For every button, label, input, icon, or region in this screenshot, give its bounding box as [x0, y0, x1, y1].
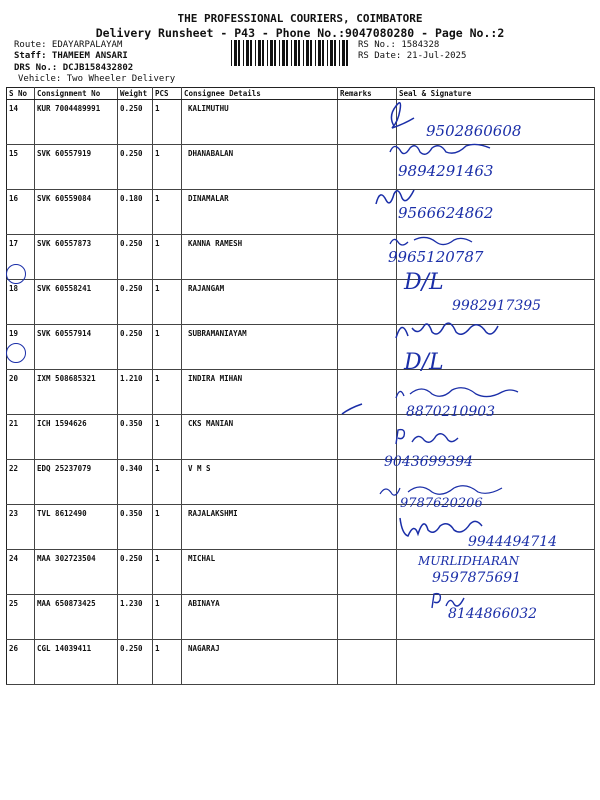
cell-consignee: DINAMALAR	[182, 190, 338, 235]
cell-consignment: SVK 60558241	[35, 280, 118, 325]
cell-consignment: IXM 508685321	[35, 370, 118, 415]
cell-sno: 23	[7, 505, 35, 550]
cell-consignee: KALIMUTHU	[182, 100, 338, 145]
cell-weight: 0.250	[118, 280, 153, 325]
cell-signature	[397, 640, 595, 685]
handwritten-name: MURLIDHARAN	[418, 554, 520, 568]
cell-consignee: ABINAYA	[182, 595, 338, 640]
cell-remarks	[338, 415, 397, 460]
cell-pcs: 1	[153, 640, 182, 685]
cell-remarks	[338, 505, 397, 550]
handwritten-phone: 9894291463	[398, 162, 494, 180]
cell-sno: 17	[7, 235, 35, 280]
cell-consignment: CGL 14039411	[35, 640, 118, 685]
cell-pcs: 1	[153, 235, 182, 280]
cell-remarks	[338, 550, 397, 595]
cell-pcs: 1	[153, 370, 182, 415]
cell-consignee: DHANABALAN	[182, 145, 338, 190]
cell-weight: 0.250	[118, 100, 153, 145]
handwritten-phone: 9982917395	[452, 298, 542, 314]
col-remarks: Remarks	[338, 88, 397, 100]
table-row	[7, 235, 595, 280]
staff-label: Staff: THAMEEM ANSARI	[14, 51, 128, 61]
cell-weight: 0.250	[118, 145, 153, 190]
col-pcs: PCS	[153, 88, 182, 100]
cell-sno: 14	[7, 100, 35, 145]
cell-consignment: TVL 8612490	[35, 505, 118, 550]
cell-pcs: 1	[153, 280, 182, 325]
handwritten-phone: 9597875691	[432, 570, 522, 586]
cell-pcs: 1	[153, 100, 182, 145]
cell-consignment: SVK 60557919	[35, 145, 118, 190]
handwritten-phone: 9787620206	[400, 496, 483, 511]
company-title: THE PROFESSIONAL COURIERS, COIMBATORE	[177, 12, 423, 25]
cell-weight: 1.230	[118, 595, 153, 640]
col-weight: Weight	[118, 88, 153, 100]
cell-weight: 0.250	[118, 550, 153, 595]
cell-consignment: SVK 60559084	[35, 190, 118, 235]
table-row	[7, 460, 595, 505]
signature-scribble-icon	[386, 138, 496, 162]
cell-pcs: 1	[153, 505, 182, 550]
cell-pcs: 1	[153, 145, 182, 190]
signature-scribble-icon	[392, 380, 522, 404]
cell-consignment: SVK 60557873	[35, 235, 118, 280]
table-row	[7, 190, 595, 235]
cell-sno: 21	[7, 415, 35, 460]
cell-consignee: KANNA RAMESH	[182, 235, 338, 280]
cell-weight: 0.180	[118, 190, 153, 235]
cell-weight: 0.250	[118, 640, 153, 685]
cell-pcs: 1	[153, 415, 182, 460]
check-mark-icon	[340, 402, 364, 416]
circle-mark-icon	[6, 264, 26, 284]
cell-remarks	[338, 280, 397, 325]
col-sno: S No	[7, 88, 35, 100]
cell-consignment: SVK 60557914	[35, 325, 118, 370]
handwritten-mark: D/L	[404, 350, 444, 375]
cell-pcs: 1	[153, 550, 182, 595]
cell-consignee: SUBRAMANIAYAM	[182, 325, 338, 370]
cell-consignee: RAJANGAM	[182, 280, 338, 325]
cell-weight: 0.340	[118, 460, 153, 505]
circle-mark-icon	[6, 343, 26, 363]
cell-pcs: 1	[153, 460, 182, 505]
cell-consignee: INDIRA MIHAN	[182, 370, 338, 415]
cell-weight: 1.210	[118, 370, 153, 415]
table-row	[7, 325, 595, 370]
handwritten-phone: 9965120787	[388, 248, 484, 266]
signature-scribble-icon	[384, 96, 424, 132]
cell-sno: 16	[7, 190, 35, 235]
cell-remarks	[338, 640, 397, 685]
cell-consignment: MAA 302723504	[35, 550, 118, 595]
cell-sno: 26	[7, 640, 35, 685]
handwritten-phone: 9043699394	[384, 454, 474, 470]
cell-pcs: 1	[153, 190, 182, 235]
barcode-icon	[230, 40, 350, 66]
handwritten-phone: 9944494714	[468, 534, 558, 550]
cell-sno: 18	[7, 280, 35, 325]
cell-pcs: 1	[153, 595, 182, 640]
cell-consignee: MICHAL	[182, 550, 338, 595]
handwritten-phone: 9502860608	[426, 122, 522, 140]
table-row	[7, 640, 595, 685]
cell-weight: 0.350	[118, 505, 153, 550]
runsheet-subtitle: Delivery Runsheet - P43 - Phone No.:9047080280 - Page No.:2	[95, 26, 505, 40]
cell-pcs: 1	[153, 325, 182, 370]
cell-weight: 0.250	[118, 325, 153, 370]
cell-sno: 25	[7, 595, 35, 640]
cell-sno: 22	[7, 460, 35, 505]
cell-sno: 24	[7, 550, 35, 595]
cell-remarks	[338, 325, 397, 370]
signature-scribble-icon	[392, 426, 462, 448]
cell-remarks	[338, 595, 397, 640]
rs-date: RS Date: 21-Jul-2025	[358, 51, 467, 61]
table-header-row	[7, 88, 595, 100]
cell-sno: 15	[7, 145, 35, 190]
cell-consignment: EDQ 25237079	[35, 460, 118, 505]
cell-consignee: NAGARAJ	[182, 640, 338, 685]
cell-consignee: V M S	[182, 460, 338, 505]
handwritten-phone: 9566624862	[398, 204, 494, 222]
rs-number: RS No.: 1584328	[358, 40, 440, 50]
table-row	[7, 415, 595, 460]
col-signature: Seal & Signature	[397, 88, 595, 100]
cell-sno: 20	[7, 370, 35, 415]
handwritten-mark: D/L	[404, 270, 444, 295]
signature-scribble-icon	[392, 314, 502, 344]
cell-consignment: KUR 7004489991	[35, 100, 118, 145]
cell-weight: 0.250	[118, 235, 153, 280]
cell-consignee: RAJALAKSHMI	[182, 505, 338, 550]
cell-consignee: CKS MANIAN	[182, 415, 338, 460]
drs-label: DRS No.: DCJB158432802	[14, 63, 134, 73]
vehicle-label: Vehicle: Two Wheeler Delivery	[18, 74, 176, 84]
table-row	[7, 145, 595, 190]
col-consignee: Consignee Details	[182, 88, 338, 100]
col-consignment: Consignment No	[35, 88, 118, 100]
cell-consignment: MAA 650873425	[35, 595, 118, 640]
route-label: Route: EDAYARPALAYAM	[14, 40, 123, 50]
cell-weight: 0.350	[118, 415, 153, 460]
handwritten-phone: 8870210903	[406, 404, 496, 420]
cell-sno: 19	[7, 325, 35, 370]
cell-consignment: ICH 1594626	[35, 415, 118, 460]
handwritten-phone: 8144866032	[448, 606, 538, 622]
